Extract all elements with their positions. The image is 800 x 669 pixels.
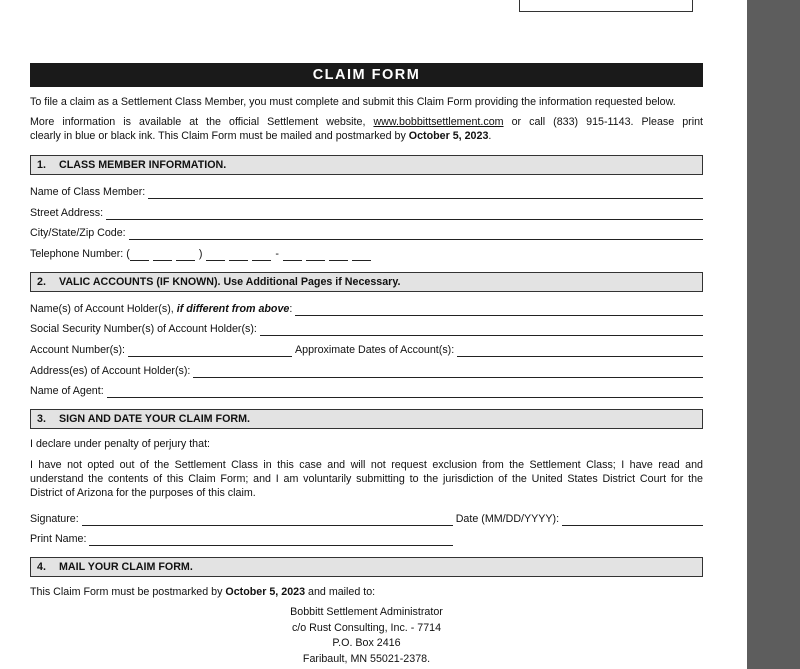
agent-field-row: Name of Agent: xyxy=(30,384,703,398)
holders-field-row: Name(s) of Account Holder(s), if different from above : xyxy=(30,302,703,316)
phone-field-row: Telephone Number: ( ) - xyxy=(30,247,703,261)
intro-line-1: To file a claim as a Settlement Class Member, you must complete and submit this Claim Form providing the information requested below. xyxy=(30,96,676,108)
signature-row: Signature: Date (MM/DD/YYYY): xyxy=(30,512,703,526)
phone-digit-field[interactable] xyxy=(306,252,325,261)
phone-digit-field[interactable] xyxy=(153,252,172,261)
holders-field[interactable] xyxy=(295,307,703,316)
intro-line-2: More information is available at the official Settlement website, www.bobbittsettlement.com or call (833) 915-1143. Please print xyxy=(30,116,703,128)
deadline-date: October 5, 2023 xyxy=(408,130,489,142)
addresses-field[interactable] xyxy=(193,369,703,378)
website-link[interactable]: www.bobbittsettlement.com xyxy=(373,116,504,128)
statement-line-3: District of Arizona for the purposes of this claim. xyxy=(30,487,256,499)
name-field[interactable] xyxy=(148,190,703,199)
form-title: CLAIM FORM xyxy=(30,63,703,87)
address-line: c/o Rust Consulting, Inc. - 7714 xyxy=(291,621,442,634)
name-field-row: Name of Class Member: xyxy=(30,185,703,199)
account-number-field[interactable] xyxy=(128,348,292,357)
phone-digit-field[interactable] xyxy=(352,252,371,261)
phone-digit-field[interactable] xyxy=(329,252,348,261)
address-line: Faribault, MN 55021-2378. xyxy=(302,652,431,665)
header-box xyxy=(519,0,693,12)
city-field-row: City/State/Zip Code: xyxy=(30,226,703,240)
signature-field[interactable] xyxy=(82,517,453,526)
viewer-scrollbar[interactable] xyxy=(747,0,800,669)
print-name-field[interactable] xyxy=(89,537,453,546)
ssn-field-row: Social Security Number(s) of Account Holder(s): xyxy=(30,322,703,336)
phone-digit-field[interactable] xyxy=(130,252,149,261)
section-1-header: 1. CLASS MEMBER INFORMATION. xyxy=(30,155,703,175)
section-3-header: 3. SIGN AND DATE YOUR CLAIM FORM. xyxy=(30,409,703,429)
print-name-row: Print Name: xyxy=(30,532,703,546)
section-2-header: 2. VALIC ACCOUNTS (IF KNOWN). Use Additional Pages if Necessary. xyxy=(30,272,703,292)
mail-instructions: This Claim Form must be postmarked by October 5, 2023 and mailed to: xyxy=(30,586,376,598)
statement-line-2: understand the contents of this Claim Form; and I am voluntarily submitting to the jurisdiction of the United States District Court for the xyxy=(30,473,703,485)
account-dates-field[interactable] xyxy=(457,348,703,357)
date-field[interactable] xyxy=(562,517,703,526)
phone-digit-field[interactable] xyxy=(176,252,195,261)
section-4-header: 4. MAIL YOUR CLAIM FORM. xyxy=(30,557,703,577)
account-field-row: Account Number(s): Approximate Dates of Account(s): xyxy=(30,343,703,357)
phone-digit-field[interactable] xyxy=(229,252,248,261)
phone-digit-field[interactable] xyxy=(283,252,302,261)
agent-field[interactable] xyxy=(107,389,703,398)
street-field[interactable] xyxy=(106,211,703,220)
phone-digit-field[interactable] xyxy=(206,252,225,261)
city-field[interactable] xyxy=(129,231,703,240)
ssn-field[interactable] xyxy=(260,327,703,336)
address-line: Bobbitt Settlement Administrator xyxy=(290,606,443,618)
street-field-row: Street Address: xyxy=(30,206,703,220)
statement-line-1: I have not opted out of the Settlement Class in this case and will not request exclusion from the Settlement Class; I have read and xyxy=(30,459,703,471)
mailing-address xyxy=(30,605,703,667)
addresses-field-row: Address(es) of Account Holder(s): xyxy=(30,364,703,378)
phone-digit-field[interactable] xyxy=(252,252,271,261)
mail-deadline: October 5, 2023 xyxy=(225,586,306,598)
address-line: P.O. Box 2416 xyxy=(332,637,401,649)
declaration-text: I declare under penalty of perjury that: xyxy=(30,438,211,450)
intro-line-3: clearly in blue or black ink. This Claim Form must be mailed and postmarked by October 5, 2023. xyxy=(30,130,492,142)
